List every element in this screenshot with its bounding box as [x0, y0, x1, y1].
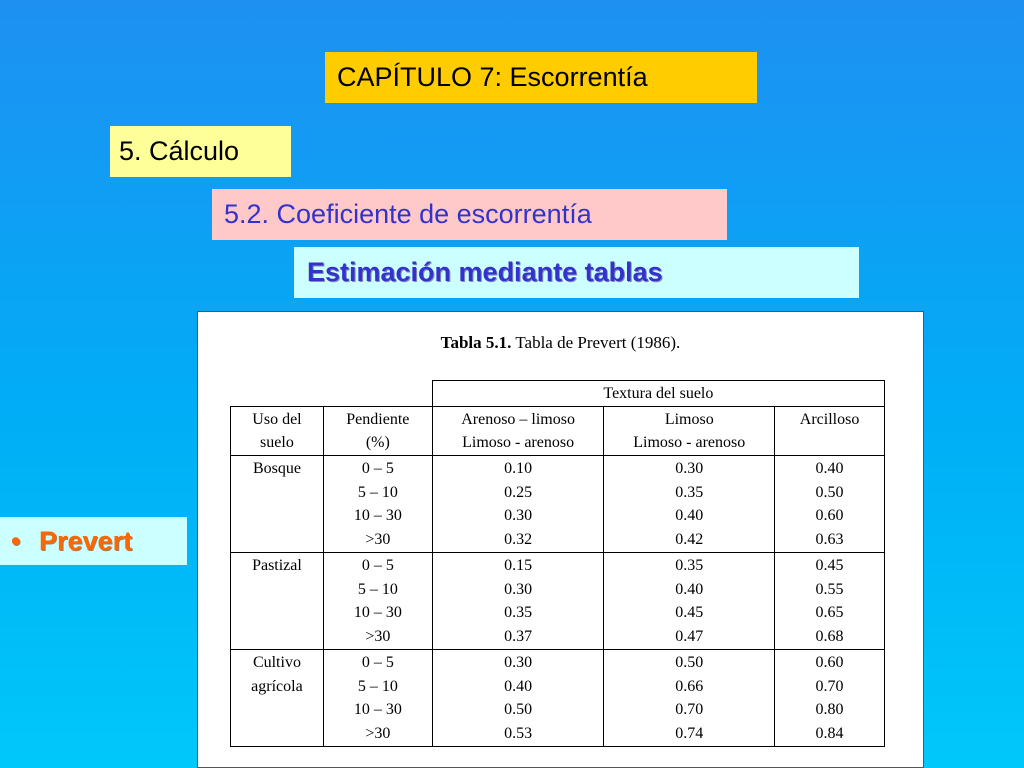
slope-value: 0 – 5 — [361, 557, 394, 574]
use-label-line1: Pastizal — [252, 557, 302, 574]
bullet-label: Prevert — [39, 526, 133, 556]
coefficient-value: 0.50 — [504, 701, 533, 718]
table-row-bosque — [231, 456, 885, 553]
coefficient-value: 0.10 — [504, 460, 533, 477]
cell-arcilloso-cultivo — [775, 650, 885, 747]
use-label-line2: agrícola — [251, 677, 303, 695]
coefficient-value: 0.47 — [675, 627, 704, 645]
header-arcilloso — [775, 407, 885, 456]
cell-arcilloso-bosque — [775, 456, 885, 553]
blank-header-cell — [231, 381, 433, 407]
cell-use-pastizal — [231, 553, 324, 650]
coefficient-value: 0.45 — [675, 604, 704, 621]
coefficient-value: 0.40 — [504, 677, 533, 695]
coefficient-value: 0.37 — [504, 627, 533, 645]
coefficient-value: 0.50 — [815, 483, 844, 501]
coefficient-value: 0.50 — [675, 654, 704, 671]
cell-slopes-cultivo — [323, 650, 432, 747]
coefficient-value: 0.70 — [675, 701, 704, 718]
header-col2-line1: Limoso — [664, 411, 714, 428]
bullet-icon: • — [11, 526, 21, 556]
cell-limoso-cultivo — [604, 650, 775, 747]
coefficient-value: 0.25 — [504, 483, 533, 501]
slope-value: 5 – 10 — [357, 580, 398, 598]
coefficient-value: 0.30 — [504, 580, 533, 598]
coefficient-value: 0.35 — [504, 604, 533, 621]
header-col3-line1: Arcilloso — [799, 411, 860, 428]
slope-value: 10 – 30 — [353, 604, 402, 621]
header-uso-line2: suelo — [260, 434, 294, 451]
table-row-pastizal — [231, 553, 885, 650]
slope-value: >30 — [365, 627, 391, 645]
coefficient-value: 0.63 — [815, 530, 844, 548]
coefficient-value: 0.30 — [504, 507, 533, 524]
slope-value: 10 – 30 — [353, 507, 402, 524]
prevert-table — [230, 380, 885, 747]
cell-arenoso-pastizal — [432, 553, 604, 650]
cell-arcilloso-pastizal — [775, 553, 885, 650]
slope-value: 10 – 30 — [353, 701, 402, 718]
cell-use-cultivo — [231, 650, 324, 747]
coefficient-value: 0.80 — [815, 701, 844, 718]
header-pendiente-line2: (%) — [365, 434, 390, 451]
header-pendiente-line1: Pendiente — [346, 411, 410, 428]
texture-group-header: Textura del suelo — [432, 381, 884, 407]
use-label-line1: Cultivo — [252, 654, 301, 671]
coefficient-value: 0.53 — [504, 724, 533, 742]
slope-value: 5 – 10 — [357, 483, 398, 501]
chapter-title: CAPÍTULO 7: Escorrentía — [325, 52, 757, 103]
cell-arenoso-cultivo — [432, 650, 604, 747]
table-header-row — [231, 407, 885, 456]
slope-value: >30 — [365, 724, 391, 742]
header-col1-line1: Arenoso – limoso — [461, 411, 575, 428]
coefficient-value: 0.70 — [815, 677, 844, 695]
cell-use-bosque — [231, 456, 324, 553]
header-limoso — [604, 407, 775, 456]
method-title: Estimación mediante tablas — [294, 247, 859, 298]
coefficient-value: 0.60 — [815, 507, 844, 524]
coefficient-value: 0.65 — [815, 604, 844, 621]
table-caption — [198, 333, 923, 353]
cell-slopes-pastizal — [323, 553, 432, 650]
header-col2-line2: Limoso - arenoso — [633, 434, 746, 451]
coefficient-value: 0.32 — [504, 530, 533, 548]
cell-slopes-bosque — [323, 456, 432, 553]
slope-value: 5 – 10 — [357, 677, 398, 695]
coefficient-value: 0.40 — [675, 507, 704, 524]
coefficient-value: 0.30 — [504, 654, 533, 671]
header-pendiente — [323, 407, 432, 456]
coefficient-value: 0.84 — [815, 724, 844, 742]
coefficient-value: 0.40 — [675, 580, 704, 598]
coefficient-value: 0.55 — [815, 580, 844, 598]
coefficient-value: 0.15 — [504, 557, 533, 574]
cell-arenoso-bosque — [432, 456, 604, 553]
coefficient-value: 0.40 — [815, 460, 844, 477]
coefficient-value: 0.42 — [675, 530, 704, 548]
coefficient-value: 0.74 — [675, 724, 704, 742]
header-col1-line2: Limoso - arenoso — [462, 434, 575, 451]
coefficient-value: 0.35 — [675, 483, 704, 501]
section-title: 5. Cálculo — [110, 126, 291, 177]
header-arenoso-limoso — [432, 407, 604, 456]
use-label-line1: Bosque — [252, 460, 301, 477]
coefficient-value: 0.66 — [675, 677, 704, 695]
table-caption-number: Tabla 5.1. — [440, 333, 512, 352]
slope-value: 0 – 5 — [361, 654, 394, 671]
table-row-cultivo — [231, 650, 885, 747]
prevert-table-panel — [197, 311, 924, 768]
header-uso-suelo — [231, 407, 324, 456]
table-group-header-row — [231, 381, 885, 407]
prevert-bullet-item — [0, 517, 187, 565]
coefficient-value: 0.68 — [815, 627, 844, 645]
coefficient-value: 0.30 — [675, 460, 704, 477]
coefficient-value: 0.60 — [815, 654, 844, 671]
cell-limoso-pastizal — [604, 553, 775, 650]
slope-value: 0 – 5 — [361, 460, 394, 477]
header-uso-line1: Uso del — [252, 411, 302, 428]
slope-value: >30 — [365, 530, 391, 548]
cell-limoso-bosque — [604, 456, 775, 553]
coefficient-value: 0.45 — [815, 557, 844, 574]
subsection-title: 5.2. Coeficiente de escorrentía — [212, 189, 727, 240]
table-caption-text: Tabla de Prevert (1986). — [511, 333, 681, 352]
coefficient-value: 0.35 — [675, 557, 704, 574]
